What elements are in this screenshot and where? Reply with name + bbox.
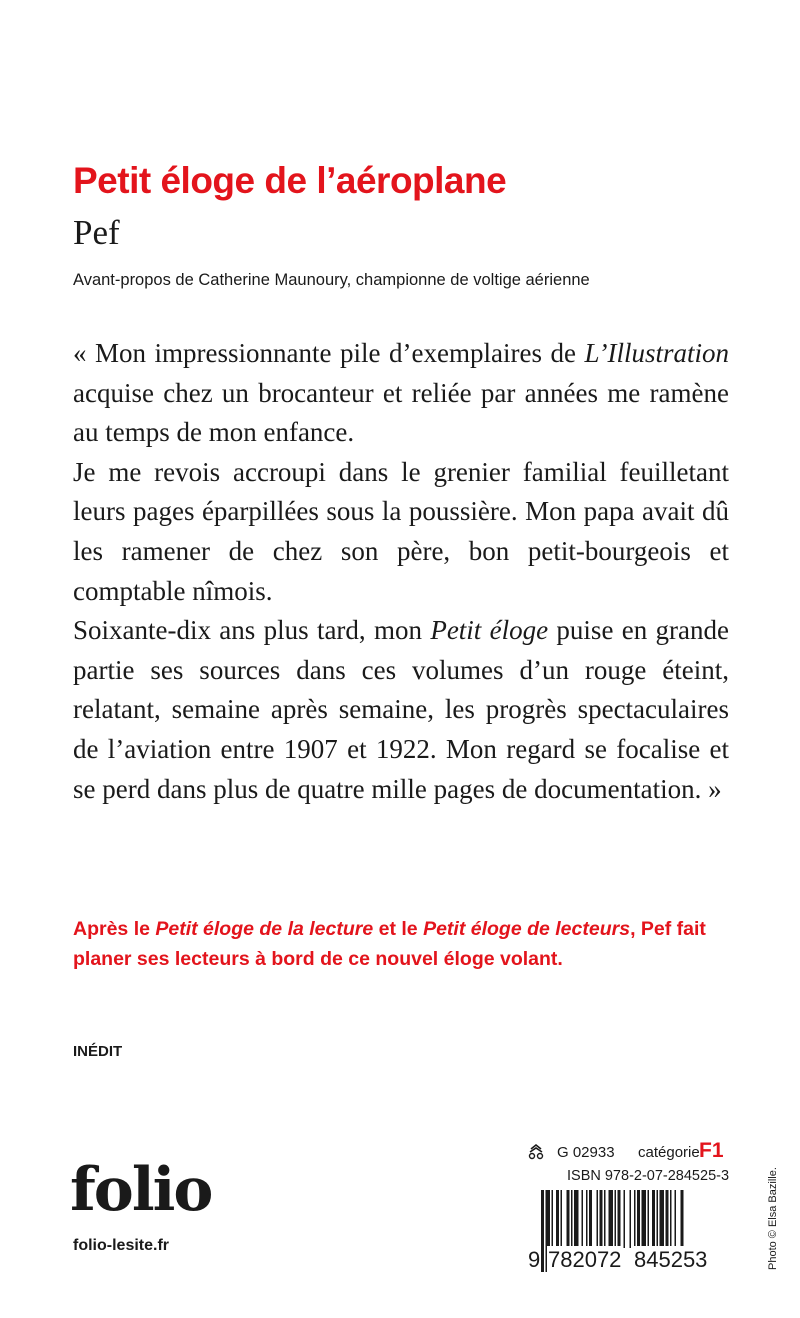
- quote-italic-title: L’Illustration: [584, 338, 729, 368]
- inedit-label: INÉDIT: [73, 1043, 123, 1060]
- barcode-bar: [675, 1190, 677, 1248]
- barcode-bar: [571, 1190, 573, 1248]
- category-label: catégorie: [638, 1144, 700, 1161]
- quote-italic-title: Petit éloge: [430, 615, 549, 646]
- barcode-left-group: 782072: [548, 1247, 622, 1272]
- publisher-website: folio-lesite.fr: [73, 1237, 170, 1254]
- folio-logo: folio: [70, 1155, 212, 1225]
- barcode-bar: [556, 1190, 559, 1248]
- tagline-italic: Petit éloge de lecteurs: [423, 918, 631, 940]
- barcode-bar: [609, 1190, 614, 1248]
- barcode-bar: [589, 1190, 592, 1248]
- photo-credit: Photo © Elsa Bazille.: [767, 1167, 779, 1270]
- barcode-bar: [637, 1190, 640, 1248]
- barcode-bar: [552, 1190, 554, 1248]
- quote-paragraph-2: Je me revois accroupi dans le grenier familial feuilletant leurs pages éparpillées sous la poussière. Mon papa avait dû les ramener de chez son père, bon petit-bourgeois et comptable nîmois.: [73, 456, 729, 606]
- barcode-bar: [634, 1190, 636, 1248]
- barcode-bar: [586, 1190, 588, 1248]
- barcode-bar: [624, 1190, 626, 1248]
- barcode-bar: [618, 1190, 621, 1248]
- blurb-quote: [73, 334, 729, 809]
- barcode-bar: [642, 1190, 647, 1248]
- quote-paragraph-1: « Mon impressionnante pile d’exemplaires de L’Illustration acquise chez un brocanteur et reliée par années me ramène au temps de mon enfance.: [73, 338, 729, 448]
- barcode-bar: [660, 1190, 665, 1248]
- barcode-bar: [652, 1190, 655, 1248]
- barcode-bar: [567, 1190, 570, 1248]
- barcode-bar: [582, 1190, 584, 1248]
- barcode-bar: [574, 1190, 579, 1248]
- barcode-bar: [604, 1190, 606, 1248]
- tagline-italic: Petit éloge de la lecture: [155, 918, 374, 940]
- book-title: Petit éloge de l’aéroplane: [73, 160, 507, 201]
- catalog-code: G 02933: [557, 1144, 615, 1161]
- price-category: F1: [699, 1139, 724, 1162]
- quote-paragraph-3: Soixante-dix ans plus tard, mon Petit éloge puise en grande partie ses sources dans ces volumes d’un rouge éteint, relatant, semaine après semaine, les progrès spectaculaires de l’aviation entre 1907 et 1922. Mon regard se focalise et se perd dans plus de quatre mille pages de documentation. »: [73, 615, 730, 804]
- catalog-code-row: [527, 1140, 727, 1164]
- recycle-paper-icon: [527, 1143, 545, 1161]
- tagline: Après le Petit éloge de la lecture et le Petit éloge de lecteurs, Pef fait planer ses lecteurs à bord de ce nouvel éloge volant.: [73, 918, 706, 970]
- isbn: ISBN 978-2-07-284525-3: [567, 1168, 730, 1184]
- foreword-credit: Avant-propos de Catherine Maunoury, championne de voltige aérienne: [73, 271, 590, 289]
- barcode-bar: [597, 1190, 599, 1248]
- barcode-first-digit: 9: [528, 1247, 541, 1272]
- barcode-bar: [670, 1190, 672, 1248]
- barcode-bar: [615, 1190, 617, 1248]
- barcode-bar: [561, 1190, 563, 1248]
- barcode-digits: [527, 1246, 727, 1276]
- barcode-bar: [600, 1190, 603, 1248]
- barcode-bar: [648, 1190, 650, 1248]
- barcode-bar: [657, 1190, 659, 1248]
- barcode-right-group: 845253: [634, 1247, 708, 1272]
- book-author: Pef: [73, 213, 120, 252]
- barcode-bar: [666, 1190, 669, 1248]
- barcode-bar: [630, 1190, 632, 1248]
